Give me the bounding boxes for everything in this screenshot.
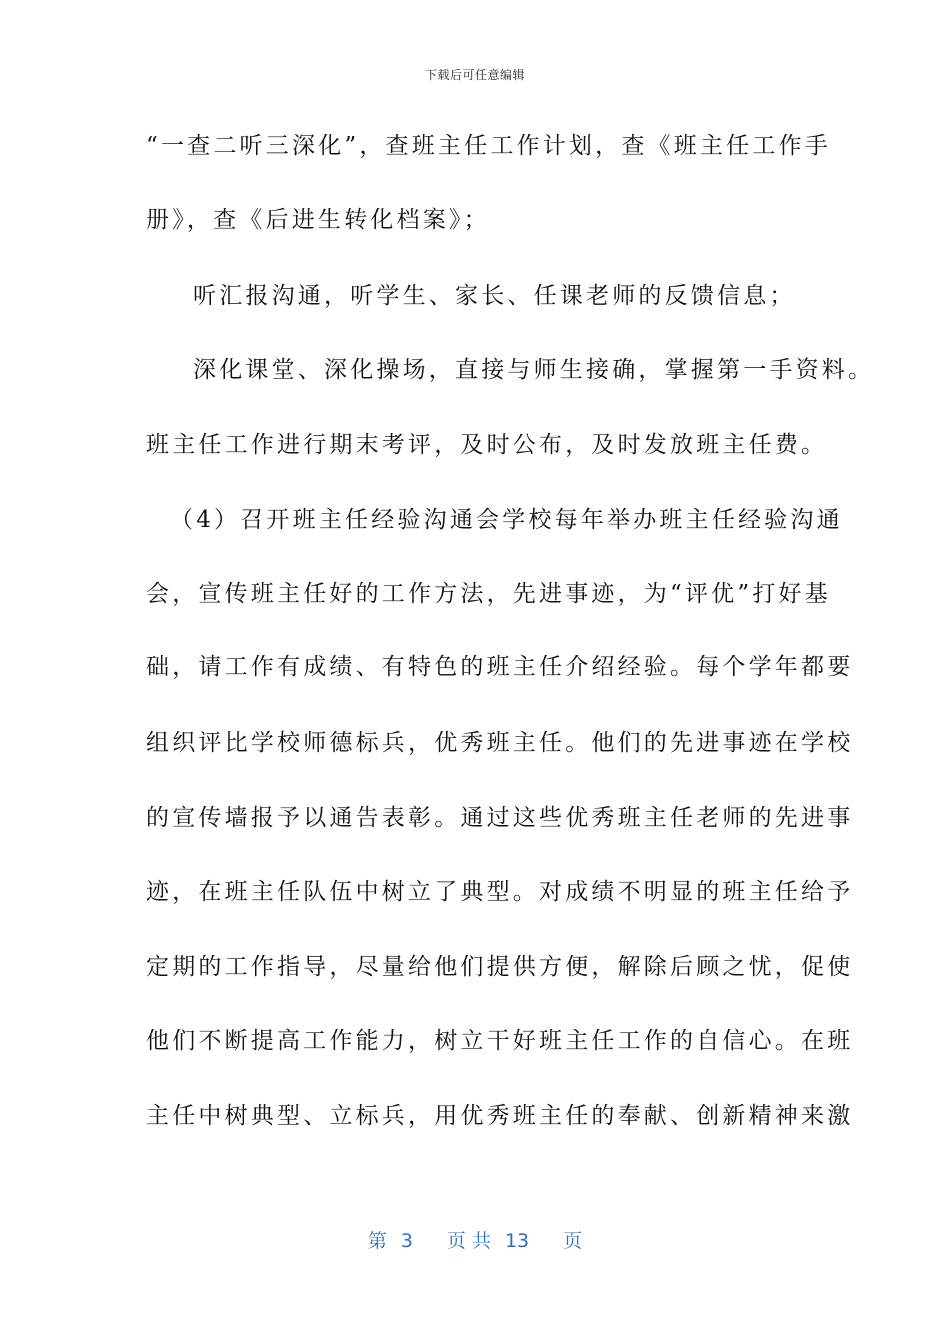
text-line-13: 他们不断提高工作能力，树立干好班主任工作的自信心。在班 [146, 1028, 854, 1054]
footer-prefix: 第 [367, 1230, 387, 1252]
page-header-note: 下载后可任意编辑 [424, 68, 525, 82]
text-line-2: 册》，查《后进生转化档案》； [146, 207, 490, 233]
text-line-12: 定期的工作指导，尽量给他们提供方便，解除后顾之忧，促使 [146, 954, 854, 980]
footer-total-pages: 13 [504, 1230, 530, 1252]
text-line-7: 会，宣传班主任好的工作方法，先进事迹，为“评优”打好基 [146, 581, 831, 607]
page-footer [0, 1226, 950, 1253]
footer-middle: 页 共 [446, 1230, 491, 1252]
text-line-10: 的宣传墙报予以通告表彰。通过这些优秀班主任老师的先进事 [146, 805, 854, 831]
footer-page-number: 3 [400, 1230, 413, 1252]
text-line-3: 听汇报沟通，听学生、家长、任课老师的反馈信息； [193, 283, 796, 309]
text-line-8: 础，请工作有成绩、有特色的班主任介绍经验。每个学年都要 [146, 654, 854, 680]
footer-suffix: 页 [563, 1230, 583, 1252]
text-line-11: 迹，在班主任队伍中树立了典型。对成绩不明显的班主任给予 [146, 879, 854, 905]
text-line-4: 深化课堂、深化操场，直接与师生接确，掌握第一手资料。 [193, 357, 875, 383]
text-line-5: 班主任工作进行期末考评，及时公布，及时发放班主任费。 [146, 432, 828, 458]
text-line-1: “一查二听三深化”，查班主任工作计划，查《班主任工作手 [146, 133, 831, 159]
text-line-14: 主任中树典型、立标兵，用优秀班主任的奉献、创新精神来激 [146, 1103, 854, 1129]
text-line-9: 组织评比学校师德标兵，优秀班主任。他们的先进事迹在学校 [146, 730, 854, 756]
text-line-6: （4）召开班主任经验沟通会学校每年举办班主任经验沟通 [170, 507, 843, 533]
